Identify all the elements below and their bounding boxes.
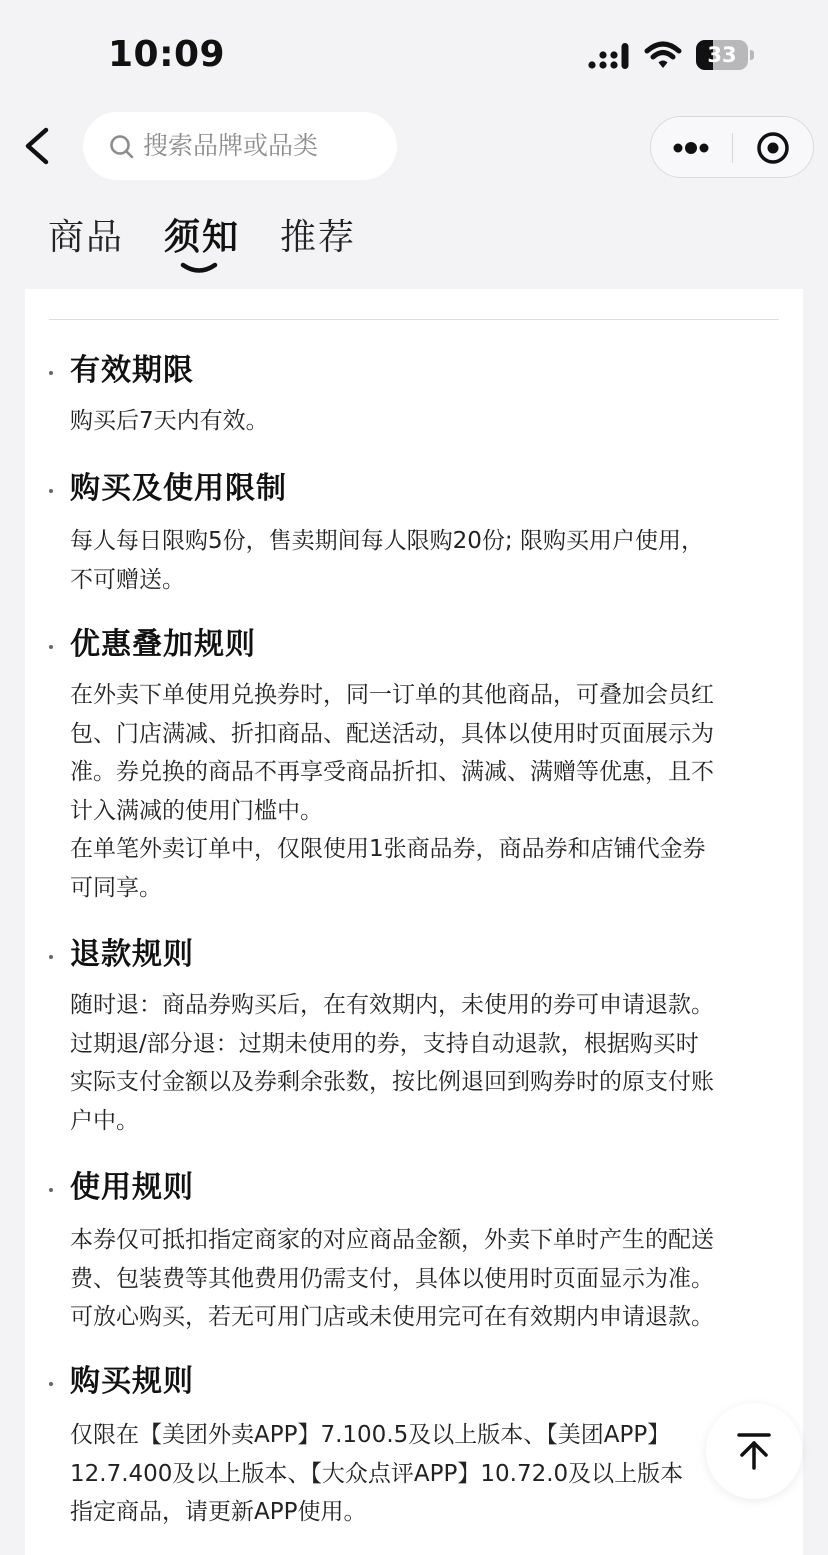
signal-icon [588, 41, 632, 71]
notice-card [25, 289, 803, 1555]
section-line: 12.7.400及以上版本、【大众点评APP】10.72.0及以上版本 [70, 1460, 684, 1487]
section-title: 退款规则 [70, 937, 194, 972]
section-title: 优惠叠加规则 [70, 627, 256, 662]
section-line: 过期退/部分退：过期未使用的券，支持自动退款，根据购买时 [70, 1030, 699, 1057]
tab-bar [0, 210, 828, 290]
section-line: 包、门店满减、折扣商品、配送活动，具体以使用时页面展示为 [70, 720, 714, 747]
section-line: 可放心购买，若无可用门店或未使用完可在有效期内申请退款。 [70, 1304, 714, 1330]
status-time: 10:09 [108, 34, 226, 75]
tab-products[interactable]: 商品 [48, 217, 125, 258]
section-body [70, 676, 782, 907]
section-body [70, 1416, 782, 1532]
back-to-top-arrow-icon [736, 1431, 772, 1471]
wifi-icon [644, 40, 682, 70]
tab-recommend[interactable]: 推荐 [280, 217, 357, 258]
section-line: 在外卖下单使用兑换券时，同一订单的其他商品，可叠加会员红 [70, 682, 714, 708]
bullet-dot [49, 645, 53, 649]
section-line: 在单笔外卖订单中，仅限使用1张商品券，商品券和店铺代金券 [70, 836, 706, 862]
bullet-dot [49, 1188, 53, 1192]
section-line: 准。券兑换的商品不再享受商品折扣、满减、满赠等优惠，且不 [70, 759, 714, 785]
target-circle-icon [751, 127, 795, 169]
section-line: 费、包装费等其他费用仍需支付，具体以使用时页面显示为准。 [70, 1265, 714, 1292]
section-line: 仅限在【美团外卖APP】7.100.5及以上版本、【美团APP】 [70, 1422, 671, 1448]
section-line: 可同享。 [70, 874, 162, 901]
back-to-top-button[interactable] [706, 1403, 802, 1499]
section-body [70, 402, 782, 441]
back-button[interactable] [18, 122, 62, 170]
section-title: 使用规则 [70, 1170, 194, 1205]
section-body [70, 986, 782, 1140]
section-body [70, 1221, 782, 1337]
search-icon [109, 134, 135, 160]
bullet-dot [49, 371, 53, 375]
nav-bar [0, 110, 828, 190]
tab-notice[interactable] [164, 210, 240, 266]
battery-icon [696, 40, 754, 70]
status-bar [0, 0, 828, 110]
more-button[interactable] [663, 127, 723, 169]
section-line: 实际支付金额以及券剩余张数，按比例退回到购券时的原支付账 [70, 1069, 714, 1095]
section-body [70, 522, 782, 599]
section-line: 不可赠送。 [70, 566, 185, 593]
section-line: 指定商品，请更新APP使用。 [70, 1499, 367, 1525]
tab-notice-label: 须知 [164, 217, 241, 258]
search-placeholder: 搜索品牌或品类 [143, 131, 319, 160]
bullet-dot [49, 1382, 53, 1386]
section-line: 购买后7天内有效。 [70, 408, 269, 434]
back-arrow-icon [18, 122, 62, 170]
section-line: 户中。 [70, 1107, 139, 1134]
section-title: 有效期限 [70, 353, 194, 388]
section-title: 购买及使用限制 [70, 471, 287, 506]
section-title: 购买规则 [70, 1364, 194, 1399]
search-input[interactable] [83, 112, 397, 180]
battery-level: 33 [707, 43, 737, 67]
section-line: 随时退：商品券购买后，在有效期内，未使用的券可申请退款。 [70, 992, 714, 1018]
close-miniapp-button[interactable] [751, 127, 795, 169]
bullet-dot [49, 955, 53, 959]
bullet-dot [49, 489, 53, 493]
capsule-divider [732, 133, 733, 163]
more-dots-icon [663, 127, 723, 169]
tab-active-indicator [180, 262, 218, 274]
section-line: 每人每日限购5份，售卖期间每人限购20份; 限购买用户使用， [70, 528, 704, 554]
card-divider [49, 319, 779, 320]
miniapp-capsule [650, 116, 814, 178]
section-line: 本券仅可抵扣指定商家的对应商品金额，外卖下单时产生的配送 [70, 1227, 714, 1253]
section-line: 计入满减的使用门槛中。 [70, 797, 323, 824]
